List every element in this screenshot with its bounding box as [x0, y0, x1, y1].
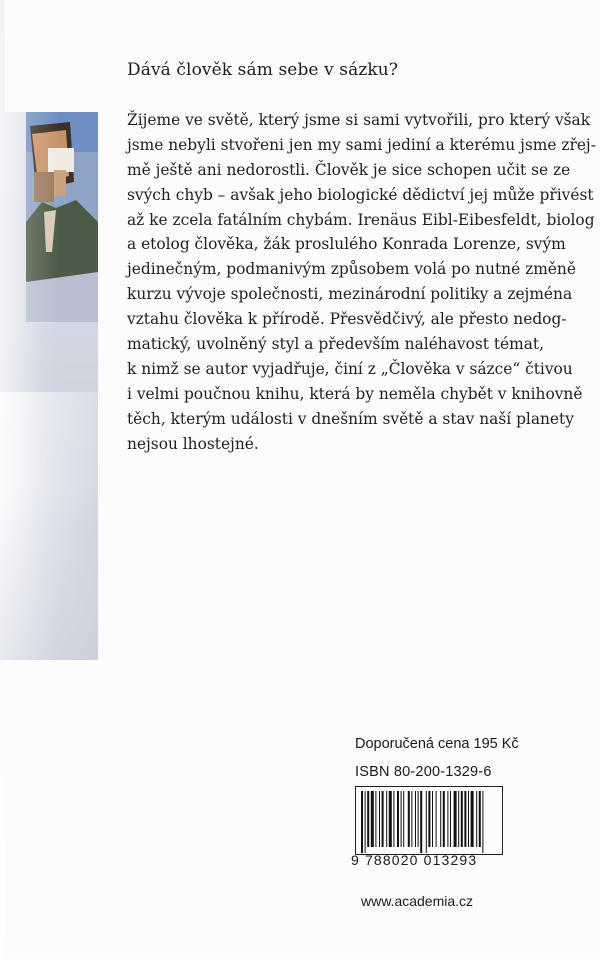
barcode-bar	[386, 791, 387, 847]
blurb-line: k nimž se autor vyjadřuje, činí z „Člověka v sázce“ čtivou	[127, 359, 573, 378]
barcode-bar	[375, 791, 376, 847]
blurb-line: mě ještě ani nedorostli. Člověk je sice schopen učit se ze	[127, 160, 571, 179]
barcode-bar	[432, 791, 433, 847]
blurb-line: jedinečným, podmanivým způsobem volá po nutné změně	[127, 260, 576, 279]
blurb-line: svých chyb – avšak jeho biologické dědictví jej může přivést	[127, 185, 594, 204]
barcode-bar	[397, 791, 399, 847]
barcode-bar	[393, 791, 394, 847]
barcode-bar	[403, 791, 404, 847]
barcode-bar	[454, 791, 457, 847]
barcode-bar	[426, 791, 427, 853]
barcode-bar	[408, 791, 410, 847]
blurb-line: i velmi poučnou knihu, která by neměla chybět v knihovně	[127, 384, 583, 403]
barcode-bar	[389, 791, 392, 847]
blurb-line: a etolog člověka, žák proslulého Konrada Lorenze, svým	[127, 235, 566, 254]
blurb-line: matický, uvolněný styl a především naléhavost témat,	[127, 335, 544, 354]
barcode-bar	[411, 791, 412, 847]
barcode-bar	[415, 791, 416, 847]
blurb-line: vztahu člověka k přírodě. Přesvědčivý, ale přesto nedog-	[127, 310, 567, 329]
barcode-bar	[436, 791, 437, 847]
barcode-bar	[468, 791, 469, 847]
barcode-bar	[420, 791, 422, 853]
blurb-line: kurzu vývoje společnosti, mezinárodní politiky a zejména	[127, 285, 573, 304]
blurb-line: Žijeme ve světě, který jsme si sami vytvořili, pro který však	[127, 111, 591, 129]
recommended-price: Doporučená cena 195 Kč	[355, 736, 519, 752]
blurb-line: jsme nebyli stvořeni jen my sami jediní a kterému jsme zřej-	[127, 135, 596, 154]
barcode-bar	[482, 791, 483, 853]
barcode-bar	[479, 791, 481, 847]
blurb-line: až ke zcela fatálním chybám. Irenäus Eibl-Eibesfeldt, biolog	[127, 210, 595, 229]
publisher-website: www.academia.cz	[361, 893, 474, 909]
barcode-bar	[401, 791, 402, 847]
barcode-bar	[476, 791, 477, 847]
barcode-bar	[379, 791, 380, 847]
barcode-bar	[458, 791, 459, 847]
blurb-line: těch, kterým události v dnešním světě a stav naší planety	[127, 409, 574, 428]
barcode-bar	[440, 791, 441, 847]
barcode-bar	[428, 791, 430, 847]
barcode-bar	[367, 791, 369, 847]
blurb-paragraph	[127, 108, 596, 456]
barcode-bar	[418, 791, 419, 847]
barcode-bar	[461, 791, 463, 847]
barcode-bar	[361, 791, 363, 853]
barcode-bar	[382, 791, 384, 847]
barcode-bar	[464, 791, 466, 847]
barcode	[355, 786, 503, 855]
blurb-heading: Dává člověk sám sebe v sázku?	[127, 60, 399, 80]
barcode-bar	[371, 791, 374, 847]
barcode-bar	[447, 791, 448, 847]
barcode-bar	[443, 791, 445, 847]
blurb-line: nejsou lhostejné.	[127, 434, 259, 453]
barcode-digits: 9 788020 013293	[351, 852, 478, 868]
isbn-number: ISBN 80-200-1329-6	[355, 764, 492, 780]
cover-artwork	[0, 112, 98, 660]
barcode-bar	[365, 791, 366, 853]
barcode-bar	[450, 791, 451, 847]
barcode-bar	[471, 791, 474, 847]
